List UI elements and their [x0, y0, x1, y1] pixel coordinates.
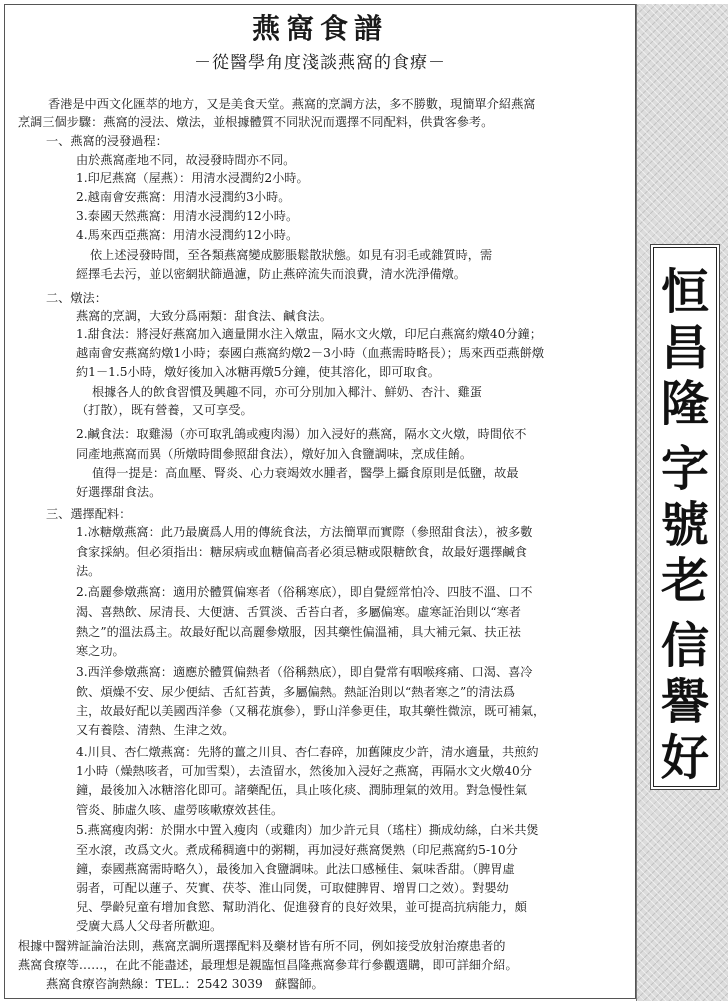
text-line: 烹調三個步驟：燕窩的浸法、燉法，並根據體質不同狀況而選擇不同配料，供貴客參考。	[18, 115, 494, 129]
text-line: 一、燕窩的浸發過程：	[46, 134, 168, 148]
brand-char: 譽	[660, 674, 709, 730]
text-line: 根據各人的飲食習慣及興趣不同，亦可分別加入椰汁、鮮奶、杏汁、雞蛋	[92, 385, 482, 399]
text-line: 受廣大爲人父母者所歡迎。	[76, 919, 223, 933]
text-line: 燕窩食療等……，在此不能盡述，最理想是親臨恒昌隆燕窩參茸行參觀選購，即可詳細介紹。	[18, 958, 518, 972]
brand-char: 信	[660, 618, 709, 674]
text-line: 值得一提是：高血壓、腎炎、心力衰竭效水腫者，醫學上攝食原則是低鹽，故最	[92, 466, 519, 480]
text-line: 3.泰國天然燕窩：用清水浸潤約12小時。	[76, 209, 299, 223]
text-line: 飲、煩燥不安、尿少便結、舌紅苔黃，多屬偏熱。熱証治則以“熱者寒之”的清法爲	[76, 685, 516, 699]
text-line: 寒之功。	[76, 644, 125, 658]
text-line: 依上述浸發時間，至各類燕窩變成膨脹鬆散狀態。如見有羽毛或雜質時，需	[90, 248, 493, 262]
text-line: 好選擇甜食法。	[76, 485, 162, 499]
text-line: 1.甜食法：將浸好燕窩加入適量開水注入燉盅，隔水文火燉，印尼白燕窩約燉40分鐘；	[76, 327, 542, 341]
brand-char: 昌	[660, 320, 709, 376]
brand-char: 老	[660, 553, 709, 609]
text-line: 越南會安燕窩約燉1小時；泰國白燕窩約燉2－3小時（血燕需時略長）；馬來西亞燕餅燉	[76, 346, 545, 360]
text-line: 兒、學齡兒童有增加食慾、幫助消化、促進發育的良好效果，並可提高抗病能力，頗	[76, 900, 527, 914]
text-line: 三、選擇配料：	[46, 507, 132, 521]
text-line: 根據中醫辨証論治法則，燕窩烹調所選擇配料及藥材皆有所不同，例如接受放射治療患者的	[18, 939, 506, 953]
text-line: 鐘，最後加入冰糖溶化即可。諸藥配伍，具止咳化痰、潤肺理氣的效用。對急慢性氣	[76, 783, 527, 797]
brand-plaque	[653, 247, 717, 787]
text-line: 管炎、肺虛久咳、虛勞咳嗽療效甚佳。	[76, 803, 284, 817]
text-line: 渴、喜熱飲、尿清長、大便溏、舌質淡、舌苔白者，多屬偏寒。虛寒証治則以“寒者	[76, 605, 521, 619]
text-line: 至水滾，改爲文火。煮成稀稠適中的粥糊，再加浸好燕窩煲熟（印尼燕窩約5-10分	[76, 843, 518, 857]
text-line: 二、燉法：	[46, 291, 107, 305]
text-line: 燕窩的烹調，大致分爲兩類：甜食法、鹹食法。	[76, 309, 332, 323]
brand-char: 恒	[660, 264, 709, 320]
text-line: 經擇毛去污，並以密網狀篩過濾，防止燕碎流失而浪費，清水洗淨備燉。	[76, 267, 466, 281]
text-line: 4.川貝、杏仁燉燕窩：先將的薑之川貝、杏仁舂碎，加舊陳皮少許，清水適量，共煎約	[76, 745, 539, 759]
decorative-side-band	[636, 4, 728, 1001]
text-line: 燕窩食療咨詢熱線：TEL.：2542 3039 蘇醫師。	[46, 977, 324, 991]
text-line: 1小時（燥熱咳者，可加雪梨），去渣留水，然後加入浸好之燕窩，再隔水文火燉40分	[76, 764, 532, 778]
text-line: 熱之”的溫法爲主。故最好配以高麗參燉服，因其藥性偏溫補，具大補元氣、扶正祛	[76, 625, 521, 639]
text-line: 鐘，泰國燕窩需時略久），最後加入食鹽調味。此法口感極佳、氣味香甜。（脾胃虛	[76, 862, 515, 876]
text-line: 食家採納。但必須指出：糖尿病或血糖偏高者必須忌糖或限糖飲食，故最好選擇鹹食	[76, 545, 527, 559]
text-line: 4.馬來西亞燕窩：用清水浸潤約12小時。	[76, 228, 299, 242]
brand-char: 號	[660, 497, 709, 553]
text-line: 5.燕窩瘦肉粥：於開水中置入瘦肉（或雞肉）加少許元貝（瑤柱）撕成幼絲，白米共煲	[76, 823, 539, 837]
text-line: 3.西洋參燉燕窩：適應於體質偏熱者（俗稱熱底），即自覺常有咽喉疼痛、口渴、喜冷	[76, 665, 533, 679]
text-line: 2.高麗參燉燕窩：適用於體質偏寒者（俗稱寒底），即自覺經常怕冷、四肢不溫、口不	[76, 585, 533, 599]
brand-char: 字	[660, 441, 709, 497]
text-line: 主，故最好配以美國西洋參（又稱花旗參），野山洋參更佳，取其藥性微涼，既可補氣，	[76, 704, 546, 718]
text-line: 1.冰糖燉燕窩：此乃最廣爲人用的傳統食法，方法簡單而實際（參照甜食法），被多數	[76, 525, 533, 539]
text-line: （打散），既有營養，又可享受。	[76, 403, 253, 417]
brand-char: 隆	[660, 376, 709, 432]
text-line: 2.鹹食法：取雞湯（亦可取乳鴿或瘦肉湯）加入浸好的燕窩，隔水文火燉，時間依不	[76, 427, 527, 441]
text-line: 由於燕窩產地不同，故浸發時間亦不同。	[76, 153, 296, 167]
text-line: 1.印尼燕窩（屋燕）：用清水浸潤約2小時。	[76, 171, 309, 185]
text-line: 又有養陰、清熱、生津之效。	[76, 723, 235, 737]
text-line: 香港是中西文化匯萃的地方，又是美食天堂。燕窩的烹調方法，多不勝數，現簡單介紹燕窩	[48, 97, 536, 111]
text-line: 同產地燕窩而異（所燉時間參照甜食法），燉好加入食鹽調味，烹成佳餚。	[76, 447, 473, 461]
document-body	[4, 4, 636, 999]
text-line: 2.越南會安燕窩：用清水浸潤約3小時。	[76, 190, 291, 204]
brand-char: 好	[660, 730, 709, 786]
text-line: 弱者，可配以蓮子、芡實、茯苓、淮山同煲，可取健脾胃、增胃口之效）。對嬰幼	[76, 881, 509, 895]
page-title: 燕窩食譜	[251, 12, 388, 45]
page-subtitle: －從醫學角度淺談燕窩的食療－	[194, 53, 446, 73]
text-line: 法。	[76, 564, 101, 578]
text-line: 約1－1.5小時，燉好後加入冰糖再燉5分鐘，使其溶化，即可取食。	[76, 365, 440, 379]
